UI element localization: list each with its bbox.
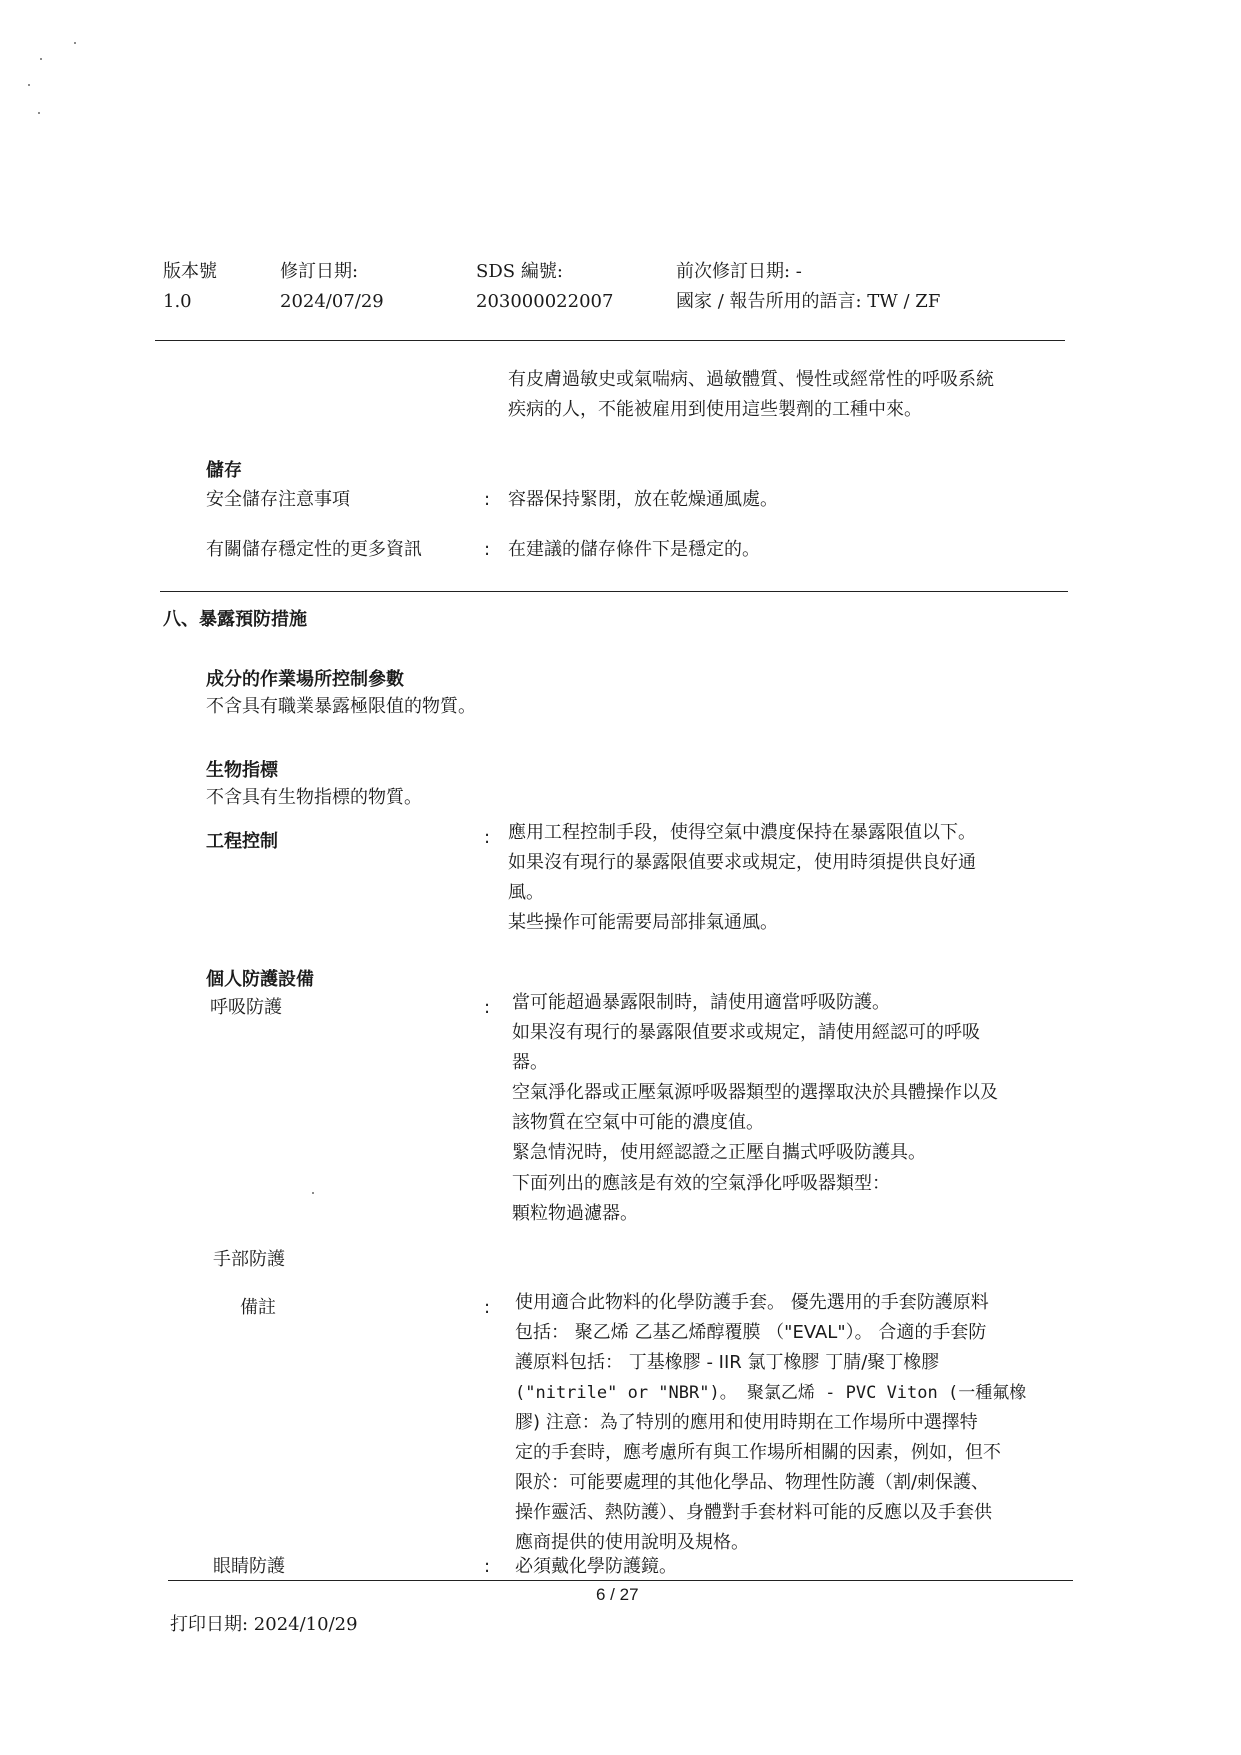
hand-line: 使用適合此物料的化學防護手套。 優先選用的手套防護原料 xyxy=(515,1292,989,1313)
page-number: 6 / 27 xyxy=(596,1585,639,1604)
header-divider xyxy=(155,340,1065,341)
scan-speck xyxy=(28,84,30,86)
bio-indices-title: 生物指標 xyxy=(206,760,278,781)
revision-label: 修訂日期: xyxy=(280,261,359,282)
respiratory-line: 當可能超過暴露限制時，請使用適當呼吸防護。 xyxy=(512,992,890,1013)
engineering-text xyxy=(508,818,976,938)
engineering-line: 風。 xyxy=(508,882,544,903)
storage-value-safe: 容器保持緊閉，放在乾燥通風處。 xyxy=(508,489,778,510)
colon: : xyxy=(484,1297,491,1318)
hand-line: ("nitrile" or "NBR")。 聚氯乙烯 - PVC Viton (一種氟橡 xyxy=(515,1383,1027,1403)
storage-label-stability: 有關儲存穩定性的更多資訊 xyxy=(206,539,422,560)
eye-label: 眼睛防護 xyxy=(213,1556,285,1577)
colon: : xyxy=(484,1556,491,1577)
hand-remark-label: 備註 xyxy=(240,1297,276,1318)
respiratory-line: 顆粒物過濾器。 xyxy=(512,1203,638,1224)
respiratory-line: 如果沒有現行的暴露限值要求或規定，請使用經認可的呼吸 xyxy=(512,1022,980,1043)
scan-speck xyxy=(38,112,40,114)
respiratory-line: 該物質在空氣中可能的濃度值。 xyxy=(512,1112,764,1133)
respiratory-line: 下面列出的應該是有效的空氣淨化呼吸器類型： xyxy=(512,1173,890,1194)
respiratory-label: 呼吸防護 xyxy=(210,997,282,1018)
print-date: 打印日期: 2024/10/29 xyxy=(170,1614,358,1635)
hand-line: 應商提供的使用說明及規格。 xyxy=(515,1532,749,1553)
hand-line: 護原料包括： 丁基橡膠 - IIR 氯丁橡膠 丁腈/聚丁橡膠 xyxy=(515,1352,940,1373)
intro-line: 疾病的人，不能被雇用到使用這些製劑的工種中來。 xyxy=(508,399,922,420)
scan-speck xyxy=(312,1192,314,1194)
respiratory-line: 緊急情況時，使用經認證之正壓自攜式呼吸防護具。 xyxy=(512,1142,926,1163)
version-value: 1.0 xyxy=(163,291,192,312)
storage-title: 儲存 xyxy=(206,460,242,481)
respiratory-text xyxy=(512,988,998,1168)
control-params-title: 成分的作業場所控制參數 xyxy=(206,669,404,690)
scan-speck xyxy=(74,42,76,44)
section-8-title: 八、暴露預防措施 xyxy=(163,609,307,630)
control-params-text: 不含具有職業暴露極限值的物質。 xyxy=(206,696,476,717)
section-divider xyxy=(160,591,1068,592)
prev-revision: 前次修訂日期: - xyxy=(676,261,802,282)
respiratory-line: 空氣淨化器或正壓氣源呼吸器類型的選擇取決於具體操作以及 xyxy=(512,1082,998,1103)
respiratory-line: 器。 xyxy=(512,1052,548,1073)
colon: : xyxy=(484,997,491,1018)
storage-value-stability: 在建議的儲存條件下是穩定的。 xyxy=(508,539,760,560)
version-label: 版本號 xyxy=(163,261,217,282)
sds-label: SDS 編號: xyxy=(476,261,563,282)
country-language: 國家 / 報告所用的語言: TW / ZF xyxy=(676,291,941,312)
ppe-title: 個人防護設備 xyxy=(206,969,314,990)
hand-label: 手部防護 xyxy=(213,1249,285,1270)
engineering-line: 如果沒有現行的暴露限值要求或規定，使用時須提供良好通 xyxy=(508,852,976,873)
engineering-line: 某些操作可能需要局部排氣通風。 xyxy=(508,912,778,933)
footer-divider xyxy=(168,1580,1073,1581)
storage-label-safe: 安全儲存注意事項 xyxy=(206,489,350,510)
scan-speck xyxy=(40,58,42,60)
hand-line: 操作靈活、熱防護）、身體對手套材料可能的反應以及手套供 xyxy=(515,1502,992,1523)
hand-line: 膠) 注意：為了特別的應用和使用時期在工作場所中選擇特 xyxy=(515,1412,978,1433)
hand-line: 定的手套時，應考慮所有與工作場所相關的因素，例如，但不 xyxy=(515,1442,1001,1463)
hand-line: 限於：可能要處理的其他化學品、物理性防護（割/刺保護、 xyxy=(515,1472,990,1493)
intro-text xyxy=(508,365,994,425)
hand-line: 包括： 聚乙烯 乙基乙烯醇覆膜 （"EVAL"）。 合適的手套防 xyxy=(515,1322,987,1343)
hand-remark-text xyxy=(515,1288,1026,1558)
intro-line: 有皮膚過敏史或氣喘病、過敏體質、慢性或經常性的呼吸系統 xyxy=(508,369,994,390)
colon: : xyxy=(484,489,491,510)
colon: : xyxy=(484,539,491,560)
eye-value: 必須戴化學防護鏡。 xyxy=(515,1556,677,1577)
revision-value: 2024/07/29 xyxy=(280,291,384,312)
colon: : xyxy=(484,827,491,848)
bio-indices-text: 不含具有生物指標的物質。 xyxy=(206,787,422,808)
engineering-line: 應用工程控制手段，使得空氣中濃度保持在暴露限值以下。 xyxy=(508,822,976,843)
sds-value: 203000022007 xyxy=(476,291,614,312)
engineering-label: 工程控制 xyxy=(206,831,278,852)
respiratory-filter-text xyxy=(512,1169,890,1229)
